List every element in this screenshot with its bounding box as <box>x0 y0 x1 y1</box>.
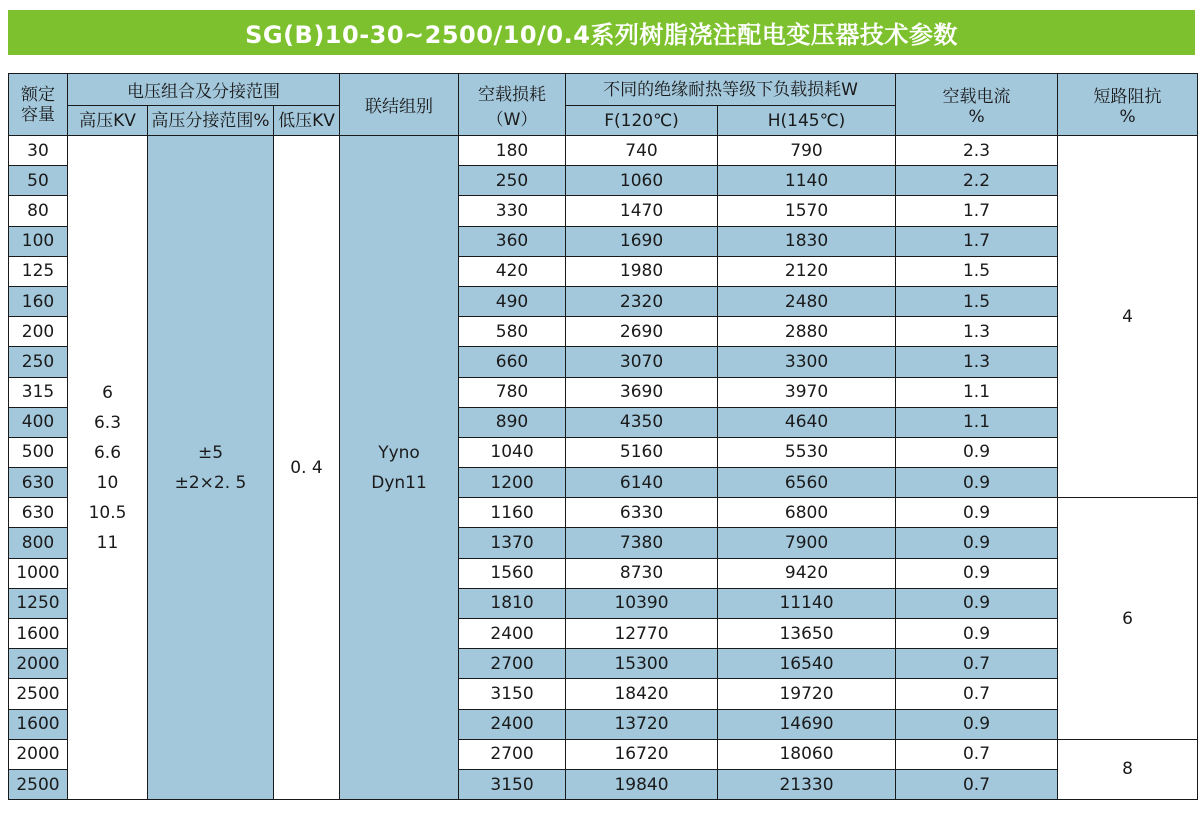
load-loss-f-cell: 8730 <box>566 558 718 588</box>
load-loss-h-cell: 5530 <box>718 437 896 467</box>
capacity-cell: 80 <box>9 196 68 226</box>
no-load-current-cell: 1.7 <box>896 226 1058 256</box>
capacity-cell: 630 <box>9 498 68 528</box>
load-loss-f-cell: 10390 <box>566 588 718 618</box>
no-load-current-cell: 0.7 <box>896 769 1058 799</box>
connection-group-cell <box>340 136 459 800</box>
capacity-cell: 800 <box>9 528 68 558</box>
no-load-loss-cell: 1040 <box>459 437 566 467</box>
capacity-cell: 2500 <box>9 679 68 709</box>
load-loss-f-cell: 1690 <box>566 226 718 256</box>
no-load-loss-cell: 780 <box>459 377 566 407</box>
tap-range-values-line: ±5 <box>197 442 224 463</box>
no-load-loss-cell: 2400 <box>459 709 566 739</box>
no-load-loss-cell: 580 <box>459 317 566 347</box>
impedance-cell: 6 <box>1058 498 1198 740</box>
high-voltage-values-line: 6 <box>102 382 113 403</box>
title-banner <box>8 10 1195 55</box>
load-loss-f-cell: 6330 <box>566 498 718 528</box>
no-load-loss-cell: 490 <box>459 286 566 316</box>
high-voltage-cell <box>68 136 148 800</box>
load-loss-h-cell: 21330 <box>718 769 896 799</box>
load-loss-f-cell: 15300 <box>566 649 718 679</box>
no-load-current-cell: 1.1 <box>896 377 1058 407</box>
no-load-loss-cell: 420 <box>459 256 566 286</box>
header-rated-capacity-line2: 容量 <box>21 104 55 125</box>
header-impedance-line1: 短路阻抗 <box>1093 87 1162 107</box>
capacity-cell: 2000 <box>9 739 68 769</box>
load-loss-f-cell: 4350 <box>566 407 718 437</box>
load-loss-h-cell: 16540 <box>718 649 896 679</box>
no-load-loss-cell: 1200 <box>459 468 566 498</box>
header-no-load-current-line1: 空载电流 <box>942 87 1011 107</box>
header-high-voltage: 高压KV <box>68 106 148 136</box>
no-load-current-cell: 0.7 <box>896 739 1058 769</box>
connection-group-values-line: Yyno <box>378 442 420 463</box>
no-load-loss-cell: 660 <box>459 347 566 377</box>
load-loss-f-cell: 2690 <box>566 317 718 347</box>
load-loss-h-cell: 6560 <box>718 468 896 498</box>
no-load-loss-cell: 1810 <box>459 588 566 618</box>
load-loss-h-cell: 2880 <box>718 317 896 347</box>
no-load-loss-cell: 2700 <box>459 649 566 679</box>
no-load-current-cell: 1.3 <box>896 347 1058 377</box>
capacity-cell: 100 <box>9 226 68 256</box>
no-load-loss-cell: 360 <box>459 226 566 256</box>
header-no-load-loss-line1: 空载损耗 <box>478 84 547 105</box>
no-load-current-cell: 1.7 <box>896 196 1058 226</box>
load-loss-h-cell: 4640 <box>718 407 896 437</box>
connection-group-values <box>340 441 458 495</box>
load-loss-h-cell: 2480 <box>718 286 896 316</box>
connection-group-values-line: Dyn11 <box>371 472 427 493</box>
capacity-cell: 125 <box>9 256 68 286</box>
header-rated-capacity <box>9 74 68 136</box>
capacity-cell: 2000 <box>9 649 68 679</box>
no-load-current-cell: 0.9 <box>896 588 1058 618</box>
header-voltage-group: 电压组合及分接范围 <box>68 74 340 106</box>
load-loss-h-cell: 11140 <box>718 588 896 618</box>
capacity-cell: 200 <box>9 317 68 347</box>
tap-range-values <box>148 441 273 495</box>
load-loss-f-cell: 5160 <box>566 437 718 467</box>
load-loss-f-cell: 1470 <box>566 196 718 226</box>
capacity-cell: 30 <box>9 136 68 166</box>
capacity-cell: 1600 <box>9 619 68 649</box>
capacity-cell: 315 <box>9 377 68 407</box>
load-loss-h-cell: 7900 <box>718 528 896 558</box>
no-load-current-cell: 2.3 <box>896 136 1058 166</box>
no-load-current-cell: 1.5 <box>896 286 1058 316</box>
table-body <box>9 136 1198 800</box>
load-loss-f-cell: 7380 <box>566 528 718 558</box>
tap-range-cell <box>148 136 274 800</box>
capacity-cell: 630 <box>9 468 68 498</box>
load-loss-f-cell: 13720 <box>566 709 718 739</box>
load-loss-f-cell: 1980 <box>566 256 718 286</box>
load-loss-f-cell: 3690 <box>566 377 718 407</box>
no-load-loss-cell: 1370 <box>459 528 566 558</box>
no-load-loss-cell: 2700 <box>459 739 566 769</box>
load-loss-h-cell: 14690 <box>718 709 896 739</box>
no-load-loss-cell: 180 <box>459 136 566 166</box>
load-loss-f-cell: 1060 <box>566 166 718 196</box>
header-rated-capacity-line1: 额定 <box>21 84 55 105</box>
no-load-loss-cell: 330 <box>459 196 566 226</box>
load-loss-h-cell: 1570 <box>718 196 896 226</box>
load-loss-h-cell: 3300 <box>718 347 896 377</box>
high-voltage-values <box>68 381 147 555</box>
no-load-current-cell: 2.2 <box>896 166 1058 196</box>
no-load-current-cell: 0.9 <box>896 498 1058 528</box>
header-impedance <box>1058 74 1198 136</box>
no-load-current-cell: 1.5 <box>896 256 1058 286</box>
no-load-current-cell: 0.9 <box>896 709 1058 739</box>
load-loss-f-cell: 740 <box>566 136 718 166</box>
capacity-cell: 1250 <box>9 588 68 618</box>
header-no-load-loss <box>459 74 566 136</box>
capacity-cell: 400 <box>9 407 68 437</box>
high-voltage-values-line: 10 <box>96 472 119 493</box>
high-voltage-values-line: 10.5 <box>88 502 127 523</box>
header-load-loss-f: F(120℃) <box>566 106 718 136</box>
load-loss-f-cell: 19840 <box>566 769 718 799</box>
header-impedance-line2: % <box>1119 107 1136 127</box>
load-loss-f-cell: 2320 <box>566 286 718 316</box>
spec-table <box>8 73 1198 800</box>
no-load-current-cell: 1.3 <box>896 317 1058 347</box>
no-load-current-cell: 0.9 <box>896 528 1058 558</box>
header-tap-range: 高压分接范围% <box>148 106 274 136</box>
no-load-loss-cell: 2400 <box>459 619 566 649</box>
impedance-cell: 4 <box>1058 136 1198 498</box>
no-load-loss-cell: 3150 <box>459 679 566 709</box>
no-load-loss-cell: 3150 <box>459 769 566 799</box>
impedance-cell: 8 <box>1058 739 1198 799</box>
load-loss-h-cell: 9420 <box>718 558 896 588</box>
table-header <box>9 74 1198 136</box>
load-loss-f-cell: 18420 <box>566 679 718 709</box>
header-low-voltage: 低压KV <box>274 106 340 136</box>
no-load-current-cell: 0.9 <box>896 437 1058 467</box>
table-row <box>9 136 1198 166</box>
page-title: SG(B)10-30~2500/10/0.4系列树脂浇注配电变压器技术参数 <box>245 21 958 49</box>
no-load-current-cell: 0.9 <box>896 558 1058 588</box>
load-loss-h-cell: 1830 <box>718 226 896 256</box>
load-loss-h-cell: 1140 <box>718 166 896 196</box>
low-voltage-cell: 0. 4 <box>274 136 340 800</box>
header-load-loss-group: 不同的绝缘耐热等级下负载损耗W <box>566 74 896 106</box>
no-load-loss-cell: 1160 <box>459 498 566 528</box>
load-loss-f-cell: 6140 <box>566 468 718 498</box>
high-voltage-values-line: 6.3 <box>93 412 122 433</box>
capacity-cell: 50 <box>9 166 68 196</box>
load-loss-f-cell: 12770 <box>566 619 718 649</box>
high-voltage-values-line: 11 <box>96 532 119 553</box>
no-load-current-cell: 0.7 <box>896 649 1058 679</box>
header-no-load-loss-line2: （W） <box>486 109 538 130</box>
load-loss-h-cell: 18060 <box>718 739 896 769</box>
no-load-current-cell: 0.7 <box>896 679 1058 709</box>
capacity-cell: 2500 <box>9 769 68 799</box>
header-no-load-current <box>896 74 1058 136</box>
load-loss-h-cell: 13650 <box>718 619 896 649</box>
no-load-current-cell: 0.9 <box>896 468 1058 498</box>
load-loss-h-cell: 3970 <box>718 377 896 407</box>
capacity-cell: 160 <box>9 286 68 316</box>
load-loss-h-cell: 6800 <box>718 498 896 528</box>
header-load-loss-h: H(145℃) <box>718 106 896 136</box>
capacity-cell: 1600 <box>9 709 68 739</box>
capacity-cell: 500 <box>9 437 68 467</box>
header-connection-group: 联结组别 <box>340 74 459 136</box>
high-voltage-values-line: 6.6 <box>93 442 122 463</box>
header-no-load-current-line2: % <box>968 107 985 127</box>
load-loss-h-cell: 2120 <box>718 256 896 286</box>
tap-range-values-line: ±2×2. 5 <box>174 472 247 493</box>
load-loss-h-cell: 19720 <box>718 679 896 709</box>
no-load-current-cell: 1.1 <box>896 407 1058 437</box>
no-load-loss-cell: 250 <box>459 166 566 196</box>
load-loss-f-cell: 3070 <box>566 347 718 377</box>
load-loss-f-cell: 16720 <box>566 739 718 769</box>
no-load-loss-cell: 1560 <box>459 558 566 588</box>
no-load-current-cell: 0.9 <box>896 619 1058 649</box>
capacity-cell: 250 <box>9 347 68 377</box>
capacity-cell: 1000 <box>9 558 68 588</box>
no-load-loss-cell: 890 <box>459 407 566 437</box>
load-loss-h-cell: 790 <box>718 136 896 166</box>
